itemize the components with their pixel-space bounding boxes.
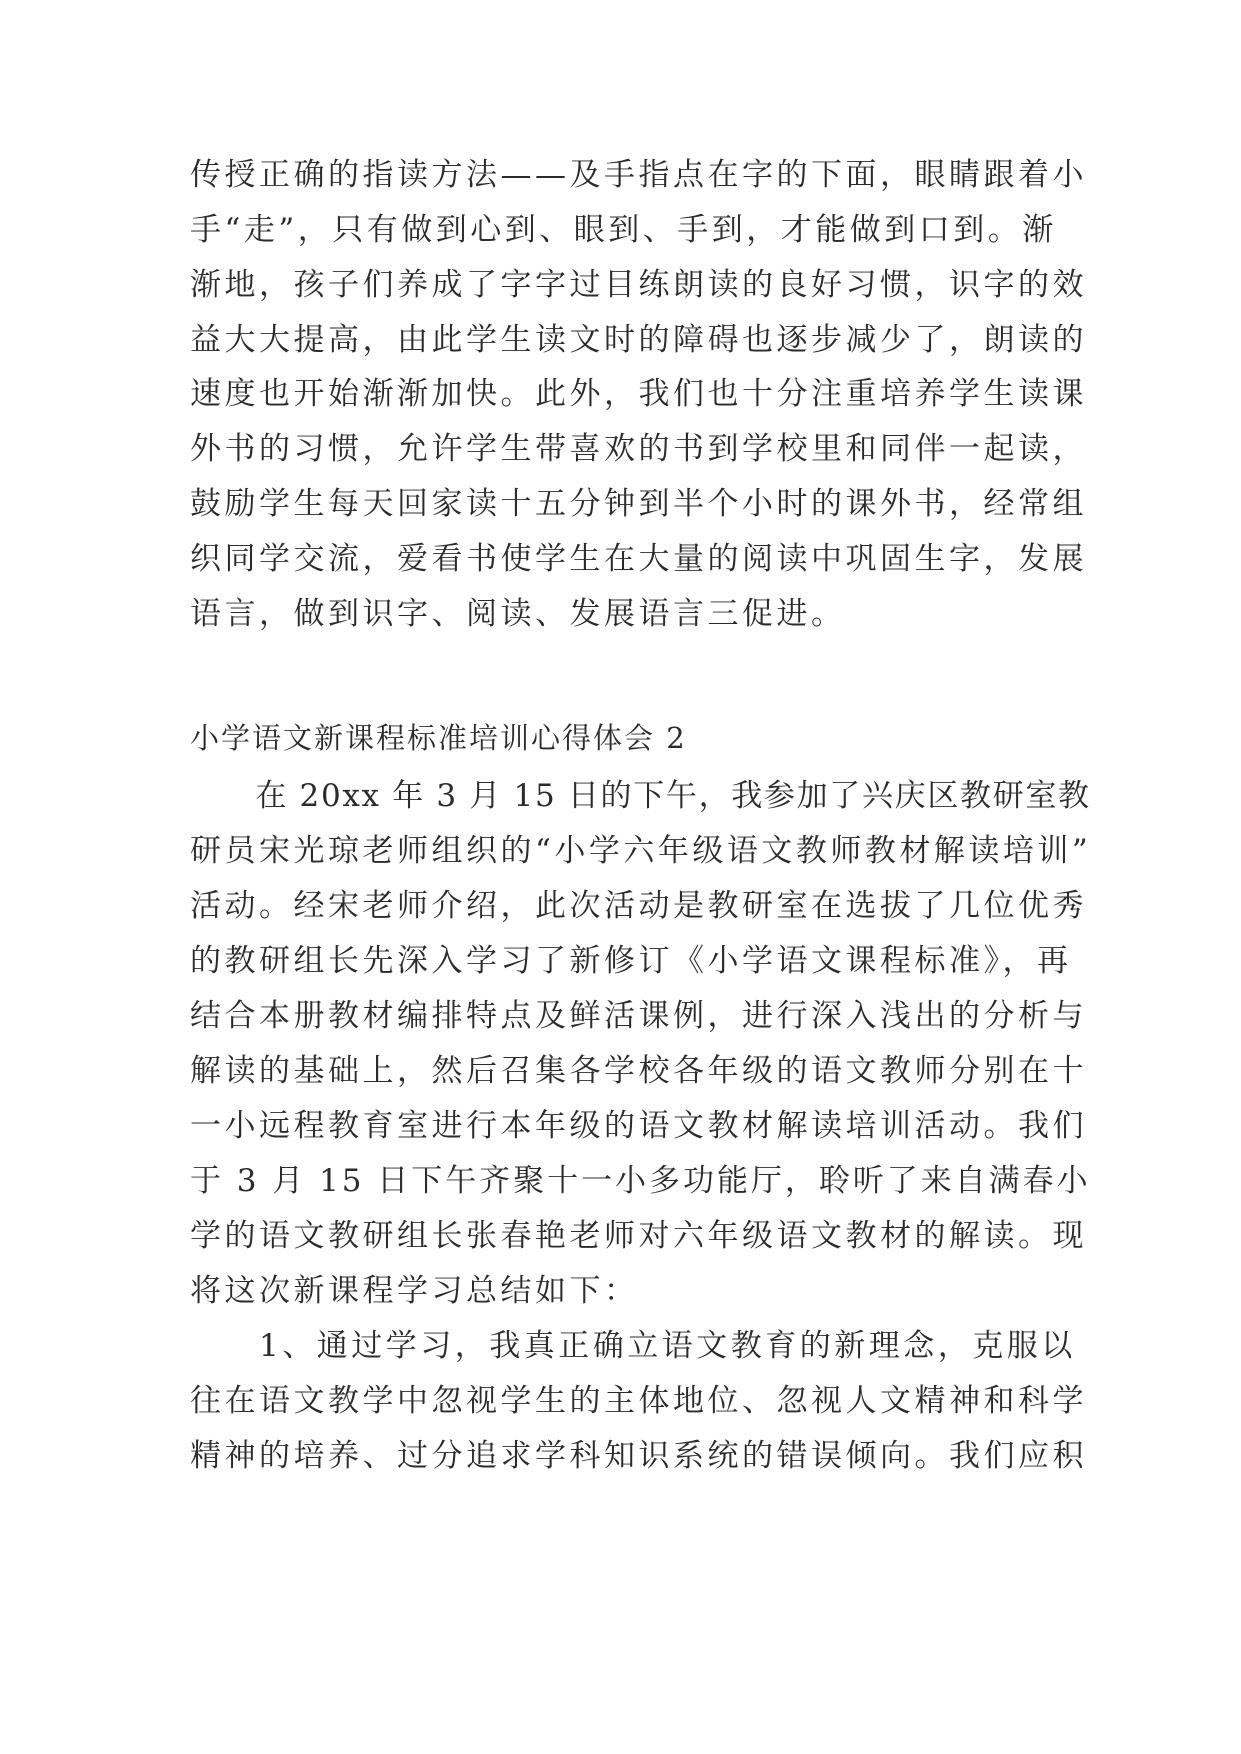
paragraph-line: 结合本册教材编排特点及鲜活课例，进行深入浅出的分析与 bbox=[190, 998, 1087, 1034]
paragraph-line: 渐地，孩子们养成了字字过目练朗读的良好习惯，识字的效 bbox=[190, 267, 1087, 303]
paragraph-line: 1、通过学习，我真正确立语文教育的新理念，克服以 bbox=[190, 1328, 1076, 1364]
paragraph-line: 的教研组长先深入学习了新修订《小学语文课程标准》，再 bbox=[190, 943, 1072, 979]
paragraph-line: 传授正确的指读方法——及手指点在字的下面，眼睛跟着小 bbox=[190, 157, 1087, 193]
paragraph-line: 织同学交流，爱看书使学生在大量的阅读中巩固生字，发展 bbox=[190, 541, 1087, 577]
paragraph-line: 语言，做到识字、阅读、发展语言三促进。 bbox=[190, 596, 846, 632]
paragraph-line: 一小远程教育室进行本年级的语文教材解读培训活动。我们 bbox=[190, 1108, 1087, 1144]
paragraph-line: 学的语文教研组长张春艳老师对六年级语文教材的解读。现 bbox=[190, 1218, 1087, 1254]
paragraph-line: 活动。经宋老师介绍，此次活动是教研室在选拔了几位优秀 bbox=[190, 888, 1087, 924]
paragraph-line: 手“走”，只有做到心到、眼到、手到，才能做到口到。渐 bbox=[190, 212, 1057, 248]
paragraph-line: 解读的基础上，然后召集各学校各年级的语文教师分别在十 bbox=[190, 1053, 1087, 1089]
paragraph-line: 在 20xx 年 3 月 15 日的下午，我参加了兴庆区教研室教 bbox=[190, 778, 1091, 814]
paragraph-line: 益大大提高，由此学生读文时的障碍也逐步减少了，朗读的 bbox=[190, 322, 1087, 358]
paragraph-line: 往在语文教学中忽视学生的主体地位、忽视人文精神和科学 bbox=[190, 1383, 1087, 1419]
paragraph-line: 于 3 月 15 日下午齐聚十一小多功能厅，聆听了来自满春小 bbox=[190, 1163, 1091, 1199]
paragraph-line: 速度也开始渐渐加快。此外，我们也十分注重培养学生读课 bbox=[190, 376, 1087, 412]
paragraph-line: 研员宋光琼老师组织的“小学六年级语文教师教材解读培训” bbox=[190, 833, 1092, 869]
section-title: 小学语文新课程标准培训心得体会 2 bbox=[190, 721, 687, 755]
paragraph-line: 精神的培养、过分追求学科知识系统的错误倾向。我们应积 bbox=[190, 1438, 1087, 1474]
paragraph-line: 鼓励学生每天回家读十五分钟到半个小时的课外书，经常组 bbox=[190, 486, 1087, 522]
paragraph-line: 将这次新课程学习总结如下： bbox=[190, 1273, 639, 1309]
paragraph-line: 外书的习惯，允许学生带喜欢的书到学校里和同伴一起读， bbox=[190, 431, 1087, 467]
